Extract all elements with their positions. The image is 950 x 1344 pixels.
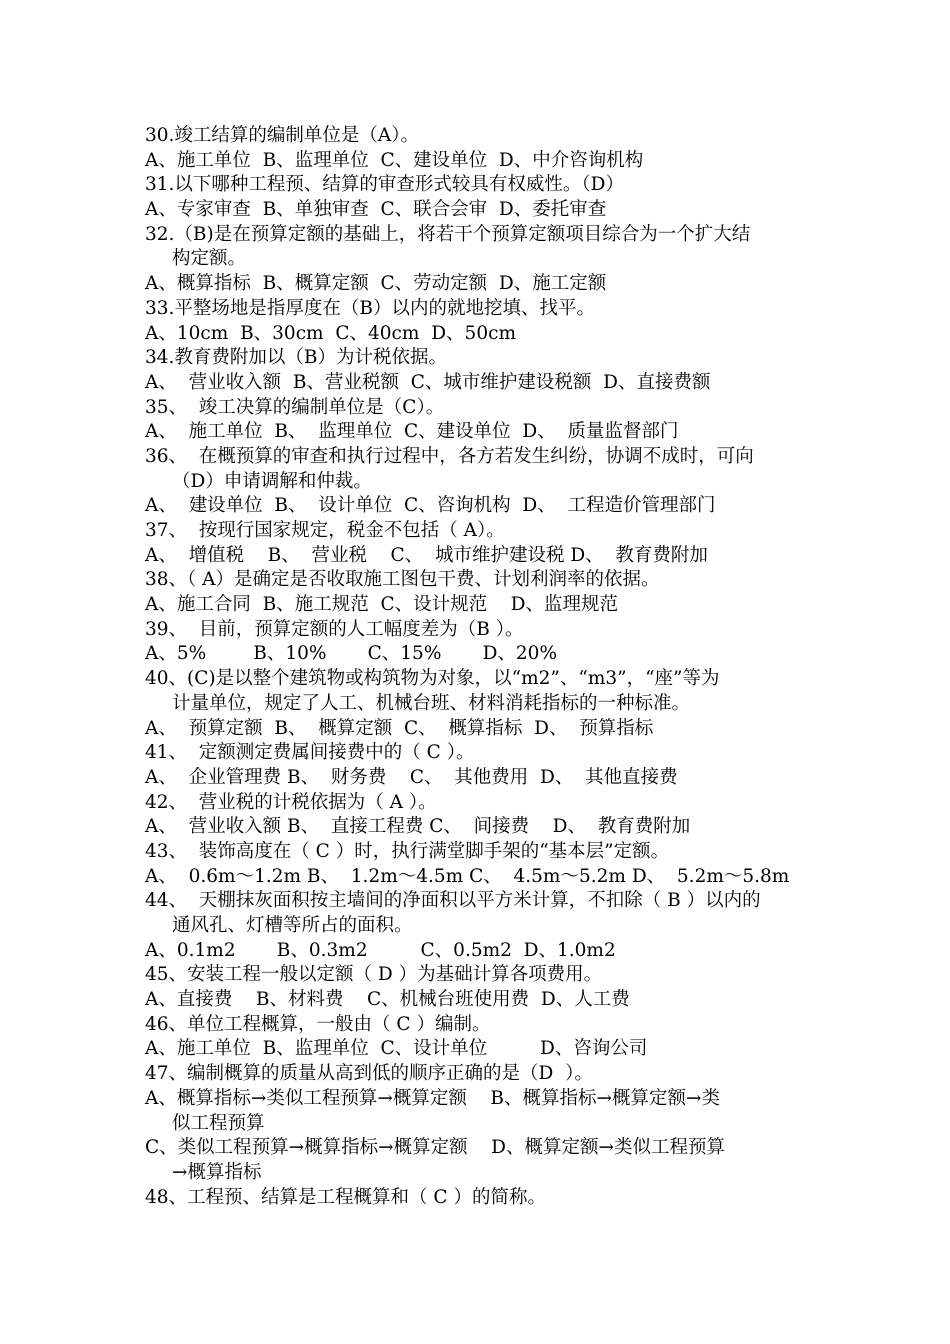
text-line: A、 预算定额 B、 概算定额 C、 概算指标 D、 预算指标 [145, 717, 654, 739]
text-line: 通风孔、灯槽等所占的面积。 [172, 915, 413, 936]
text-line: 30.竣工结算的编制单位是（A）。 [145, 125, 420, 146]
text-line: 48、工程预、结算是工程概算和（ C ）的简称。 [145, 1186, 546, 1208]
text-line: 42、 营业税的计税依据为（ A ）。 [145, 791, 437, 813]
text-line: A、 施工单位 B、 监理单位 C、建设单位 D、 质量监督部门 [145, 421, 679, 443]
text-line: 45、安装工程一般以定额（ D ）为基础计算各项费用。 [145, 964, 603, 986]
text-line: A、 增值税 B、 营业税 C、 城市维护建设税 D、 教育费附加 [145, 544, 708, 566]
text-line: A、 建设单位 B、 设计单位 C、咨询机构 D、 工程造价管理部门 [145, 495, 716, 517]
text-line: 41、 定额测定费属间接费中的（ C ）。 [145, 742, 475, 764]
text-line: 计量单位，规定了人工、机械台班、材料消耗指标的一种标准。 [172, 692, 691, 714]
text-line: A、施工单位 B、监理单位 C、设计单位 D、咨询公司 [145, 1038, 648, 1060]
text-line: A、施工单位 B、监理单位 C、建设单位 D、中介咨询机构 [145, 149, 644, 171]
text-line: 构定额。 [172, 248, 247, 270]
text-line: 33.平整场地是指厚度在（B）以内的就地挖填、找平。 [145, 297, 596, 319]
text-line: A、 企业管理费 B、 财务费 C、 其他费用 D、 其他直接费 [145, 766, 678, 788]
text-line: →概算指标 [172, 1161, 262, 1183]
text-line: A、施工合同 B、施工规范 C、设计规范 D、监理规范 [145, 594, 618, 616]
text-line: 38、（ A）是确定是否收取施工图包干费、计划利润率的依据。 [145, 569, 660, 591]
text-line: A、 0.6m～1.2m B、 1.2m～4.5m C、 4.5m～5.2m D、 5.2m～5.8m [145, 865, 790, 887]
text-line: 37、 按现行国家规定，税金不包括（ A）。 [145, 520, 505, 541]
text-line: 40、(C)是以整个建筑物或构筑物为对象，以“m2”、“m3”，“座”等为 [145, 668, 720, 690]
document-body [145, 124, 865, 1210]
text-line: 47、编制概算的质量从高到低的顺序正确的是（D ）。 [145, 1063, 593, 1085]
text-line: A、概算指标→类似工程预算→概算定额 B、概算指标→概算定额→类 [145, 1087, 720, 1109]
text-line: 35、 竣工决算的编制单位是（C）。 [145, 396, 445, 418]
text-line: 似工程预算 [172, 1112, 265, 1134]
text-line: （D）申请调解和仲裁。 [172, 470, 372, 492]
text-line: A、5% B、10% C、15% D、20% [145, 643, 558, 665]
text-line: 31.以下哪种工程预、结算的审查形式较具有权威性。（D） [145, 174, 625, 196]
text-line: 43、 装饰高度在（ C ）时，执行满堂脚手架的“基本层”定额。 [145, 840, 670, 862]
text-line: C、类似工程预算→概算指标→概算定额 D、概算定额→类似工程预算 [145, 1137, 726, 1159]
text-line: A、专家审查 B、单独审查 C、联合会审 D、委托审查 [145, 199, 607, 221]
text-line: 39、 目前，预算定额的人工幅度差为（B ）。 [145, 618, 524, 640]
text-line: 34.教育费附加以（B）为计税依据。 [145, 347, 448, 369]
text-line: A、 营业收入额 B、营业税额 C、城市维护建设税额 D、直接费额 [145, 371, 711, 393]
text-line: A、概算指标 B、概算定额 C、劳动定额 D、施工定额 [145, 273, 607, 295]
text-line: 36、 在概预算的审查和执行过程中，各方若发生纠纷，协调不成时，可向 [145, 445, 754, 467]
text-line: 44、 天棚抹灰面积按主墙间的净面积以平方米计算，不扣除（ B ）以内的 [145, 890, 761, 912]
text-line: A、 营业收入额 B、 直接工程费 C、 间接费 D、 教育费附加 [145, 816, 691, 838]
text-line: 46、单位工程概算，一般由（ C ）编制。 [145, 1013, 491, 1035]
text-line: A、10cm B、30cm C、40cm D、50cm [145, 322, 517, 344]
text-line: A、直接费 B、材料费 C、机械台班使用费 D、人工费 [145, 989, 630, 1011]
text-line: 32.（B)是在预算定额的基础上，将若干个预算定额项目综合为一个扩大结 [145, 223, 751, 245]
text-line: A、0.1m2 B、0.3m2 C、0.5m2 D、1.0m2 [145, 939, 616, 961]
